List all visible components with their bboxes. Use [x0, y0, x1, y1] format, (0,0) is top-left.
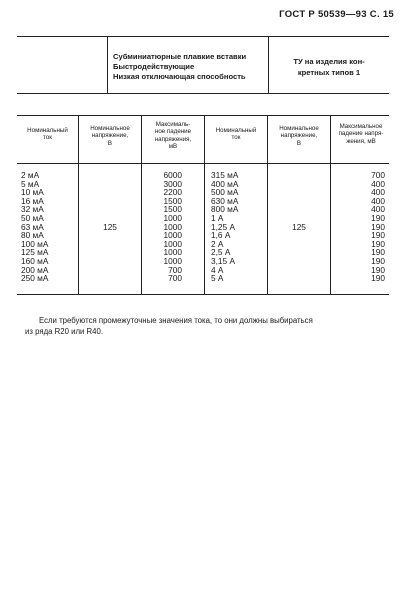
tu-reference — [273, 56, 385, 78]
header-nominal-voltage-left — [79, 125, 141, 147]
table-header-rule — [17, 163, 389, 164]
header-text: В — [107, 139, 113, 147]
footnote-line-2: из ряда R20 или R40. — [25, 327, 103, 336]
current-cell: 315 мА — [211, 170, 239, 180]
current-cell: 125 мА — [21, 247, 49, 258]
voltage-drop-cell: 1000 — [163, 212, 182, 223]
voltage-drop-cell: 700 — [168, 273, 182, 284]
header-text: Номинальный — [215, 127, 257, 134]
current-cell: 250 мА — [21, 273, 49, 284]
voltage-drop-cell: 1500 — [163, 204, 182, 215]
footnote-line-1: Если требуются промежуточные значения тока, то они должны выбираться — [39, 316, 313, 325]
column-currents-right — [211, 171, 265, 283]
voltage-drop-cell: 6000 — [163, 170, 182, 180]
footnote — [25, 315, 395, 337]
spec-divider-left — [107, 37, 108, 93]
header-nominal-voltage-right — [268, 125, 330, 147]
voltage-value-left: 125 — [103, 222, 117, 232]
current-cell: 1 А — [211, 212, 224, 223]
voltage-drop-cell: 400 — [371, 195, 385, 206]
spec-divider-right — [268, 37, 269, 93]
voltage-drop-cell: 1000 — [163, 247, 182, 258]
header-text: напряжения, — [154, 135, 192, 143]
voltage-drop-cell: 190 — [371, 255, 385, 266]
voltage-drop-cell: 190 — [371, 230, 385, 241]
column-drops-left — [142, 171, 182, 283]
tu-line-2: кретных типов 1 — [297, 68, 361, 77]
table-bottom-rule — [17, 294, 389, 295]
voltage-drop-cell: 1000 — [163, 230, 182, 241]
header-nominal-current-left — [17, 127, 78, 142]
current-cell: 630 мА — [211, 195, 239, 206]
header-text: ток — [43, 134, 52, 142]
voltage-drop-cell: 190 — [371, 238, 385, 249]
header-nominal-current-right — [205, 127, 267, 142]
spec-line-1: Субминиатюрные плавкие вставки — [113, 52, 247, 61]
voltage-drop-cell: 1000 — [163, 255, 182, 266]
current-cell: 800 мА — [211, 204, 239, 215]
tu-line-1: ТУ на изделия кон- — [293, 57, 365, 66]
current-cell: 4 А — [211, 264, 224, 275]
current-cell: 200 мА — [21, 264, 49, 275]
header-text: жения, мВ — [346, 137, 376, 145]
current-cell: 400 мА — [211, 178, 239, 189]
header-text: Номинальное — [90, 125, 130, 132]
header-text: В — [296, 139, 302, 147]
voltage-drop-cell: 700 — [168, 264, 182, 275]
voltage-drop-cell: 190 — [371, 264, 385, 275]
voltage-drop-cell: 1000 — [163, 238, 182, 249]
current-cell: 5 А — [211, 273, 224, 284]
header-text: мВ — [168, 143, 178, 151]
current-cell: 32 мА — [21, 204, 44, 215]
voltage-drop-cell: 700 — [371, 170, 385, 180]
current-cell: 5 мА — [21, 178, 40, 189]
current-cell: 10 мА — [21, 187, 44, 198]
voltage-drop-cell: 190 — [371, 221, 385, 232]
current-cell: 500 мА — [211, 187, 239, 198]
header-max-drop-right — [331, 123, 391, 145]
voltage-drop-cell: 190 — [371, 273, 385, 284]
header-text: ное падение — [154, 128, 192, 136]
fuse-spec-box — [17, 36, 389, 94]
header-max-drop-left — [142, 121, 204, 151]
header-text: Номинальный — [27, 127, 68, 134]
header-text: напряжение, — [280, 132, 318, 140]
current-cell: 100 мА — [21, 238, 49, 249]
spec-line-2: Быстродействующие — [113, 62, 195, 71]
header-text: ток — [231, 134, 241, 142]
current-cell: 2 мА — [21, 170, 40, 180]
header-text: Номинальное — [279, 125, 319, 132]
voltage-drop-cell: 3000 — [163, 178, 182, 189]
fuse-type-description — [113, 52, 263, 82]
header-text: Максималь- — [155, 121, 191, 128]
voltage-drop-cell: 400 — [371, 187, 385, 198]
voltage-drop-cell: 1000 — [163, 221, 182, 232]
voltage-drop-cell: 400 — [371, 178, 385, 189]
current-cell: 160 мА — [21, 255, 49, 266]
current-cell: 2 А — [211, 238, 224, 249]
current-cell: 50 мА — [21, 212, 44, 223]
voltage-value-right: 125 — [292, 222, 306, 232]
table-top-rule — [17, 115, 389, 116]
voltage-drop-cell: 2200 — [163, 187, 182, 198]
ratings-table — [17, 115, 389, 295]
column-currents-left — [21, 171, 71, 283]
current-cell: 63 мА — [21, 221, 44, 232]
voltage-drop-cell: 1500 — [163, 195, 182, 206]
current-cell: 1,6 А — [211, 230, 231, 241]
voltage-drop-cell: 190 — [371, 247, 385, 258]
header-text: Максимальное — [339, 123, 383, 130]
column-drops-right — [331, 171, 385, 283]
voltage-drop-cell: 190 — [371, 212, 385, 223]
current-cell: 16 мА — [21, 195, 44, 206]
header-text: падение напря- — [338, 130, 384, 138]
current-cell: 80 мА — [21, 230, 44, 241]
spec-line-3: Низкая отключающая способность — [113, 72, 246, 81]
col-divider — [204, 115, 205, 295]
current-cell: 2,5 А — [211, 247, 231, 258]
header-text: напряжение, — [91, 132, 129, 140]
current-cell: 3,15 А — [211, 255, 235, 266]
page-header: ГОСТ Р 50539—93 С. 15 — [279, 9, 394, 20]
voltage-drop-cell: 400 — [371, 204, 385, 215]
current-cell: 1,25 А — [211, 221, 235, 232]
